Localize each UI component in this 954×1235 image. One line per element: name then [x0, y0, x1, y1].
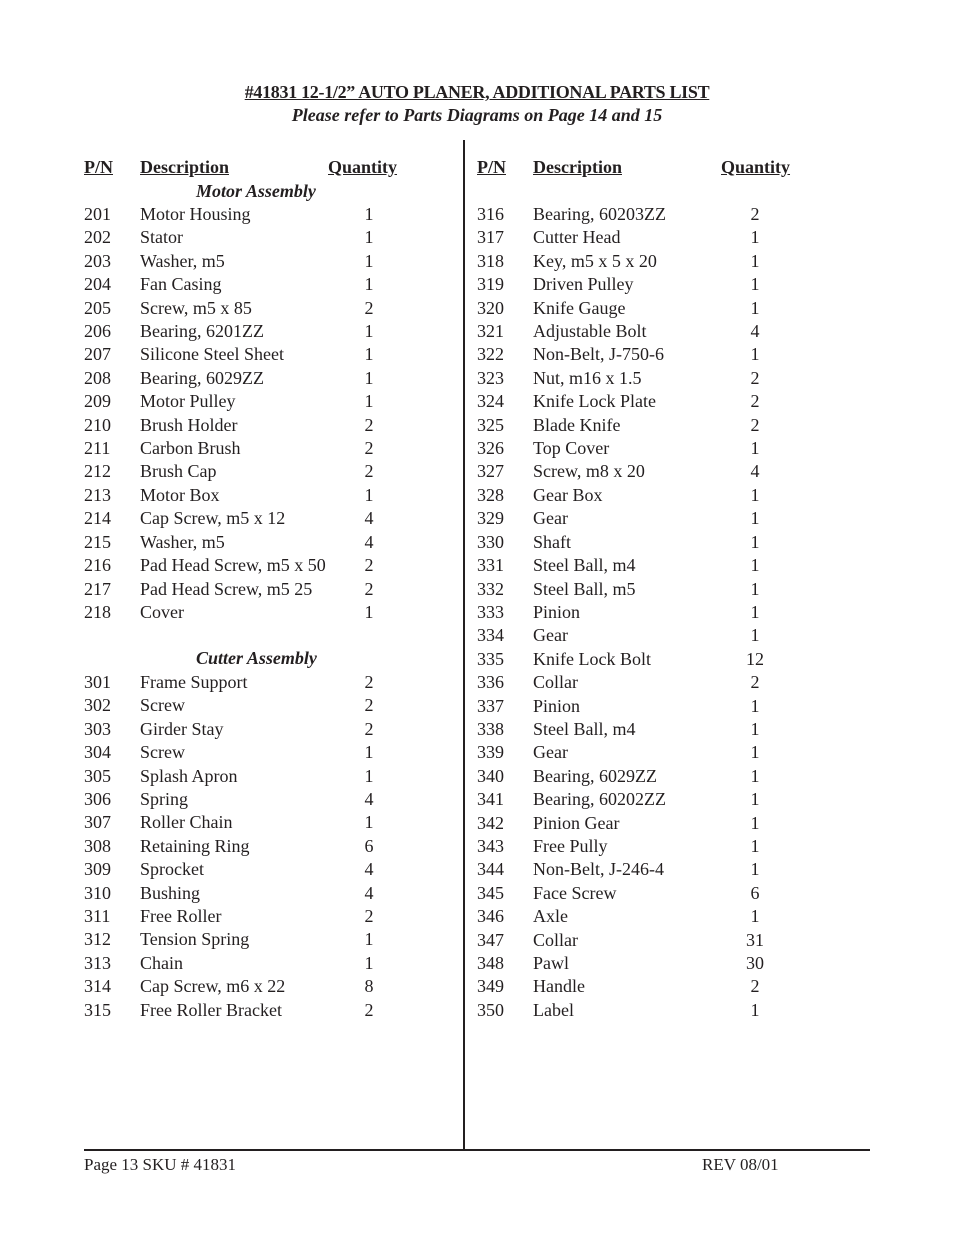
part-description: Bearing, 6201ZZ [140, 321, 264, 342]
part-quantity: 1 [364, 274, 374, 295]
part-number: 214 [84, 508, 111, 529]
part-quantity: 2 [750, 672, 760, 693]
part-description: Axle [533, 906, 568, 927]
footer-rule [84, 1149, 870, 1151]
part-description: Knife Lock Bolt [533, 648, 651, 669]
part-quantity: 1 [750, 274, 760, 295]
part-quantity: 2 [750, 367, 760, 388]
part-number: 340 [477, 765, 504, 786]
part-quantity: 1 [750, 999, 760, 1020]
part-quantity: 2 [364, 999, 374, 1020]
part-number: 348 [477, 953, 504, 973]
part-quantity: 2 [750, 976, 760, 997]
part-number: 309 [84, 859, 111, 880]
part-description: Pinion [533, 601, 581, 622]
part-quantity: 2 [750, 414, 760, 435]
part-number: 345 [477, 882, 504, 903]
part-number: 350 [477, 999, 504, 1020]
part-number: 322 [477, 344, 504, 365]
part-quantity: 4 [750, 321, 760, 342]
part-number: 304 [84, 742, 111, 763]
part-description: Face Screw [533, 882, 617, 903]
part-quantity: 1 [750, 344, 760, 365]
part-number: 210 [84, 414, 111, 435]
part-description: Pad Head Screw, m5 x 50 [140, 555, 326, 576]
part-description: Screw [140, 742, 185, 763]
part-quantity: 1 [364, 321, 374, 342]
part-number: 306 [84, 789, 111, 810]
part-number: 316 [477, 204, 504, 224]
part-number: 216 [84, 555, 111, 576]
part-number: 205 [84, 297, 111, 318]
part-quantity: 8 [364, 976, 374, 997]
part-description: Brush Holder [140, 414, 238, 435]
part-description: Screw [140, 695, 185, 716]
part-description: Driven Pulley [533, 274, 634, 295]
part-quantity: 1 [750, 555, 760, 576]
part-description: Non-Belt, J-246-4 [533, 859, 664, 880]
part-quantity: 12 [746, 648, 764, 669]
part-number: 218 [84, 601, 111, 622]
part-number: 202 [84, 227, 111, 248]
part-number: 209 [84, 391, 111, 412]
part-number: 310 [84, 882, 111, 903]
part-description: Gear [533, 508, 568, 529]
part-quantity: 1 [364, 391, 374, 412]
part-description: Bushing [140, 882, 201, 903]
part-number: 215 [84, 531, 111, 552]
left-pn-header: P/N [84, 157, 113, 177]
part-number: 335 [477, 648, 504, 669]
part-number: 343 [477, 835, 504, 856]
part-number: 349 [477, 976, 504, 997]
part-quantity: 2 [364, 438, 374, 459]
part-number: 347 [477, 929, 504, 950]
part-description: Fan Casing [140, 274, 222, 295]
part-quantity: 1 [750, 625, 760, 646]
part-number: 325 [477, 414, 504, 435]
part-description: Stator [140, 227, 183, 248]
part-number: 341 [477, 789, 504, 810]
part-quantity: 4 [364, 531, 374, 552]
part-description: Knife Lock Plate [533, 391, 656, 412]
part-quantity: 1 [364, 344, 374, 365]
part-quantity: 1 [750, 906, 760, 927]
part-number: 324 [477, 391, 504, 412]
part-description: Bearing, 6029ZZ [140, 367, 264, 388]
page-subtitle: Please refer to Parts Diagrams on Page 14 and 15 [291, 105, 663, 125]
part-description: Blade Knife [533, 414, 621, 435]
part-quantity: 1 [364, 765, 374, 786]
part-quantity: 1 [750, 508, 760, 529]
part-description: Splash Apron [140, 765, 238, 786]
part-number: 327 [477, 461, 504, 482]
part-number: 320 [477, 297, 504, 318]
part-number: 314 [84, 976, 111, 997]
part-quantity: 2 [364, 555, 374, 576]
part-description: Top Cover [533, 438, 610, 459]
part-quantity: 1 [364, 227, 374, 248]
part-quantity: 1 [364, 367, 374, 388]
part-quantity: 1 [750, 789, 760, 810]
part-description: Frame Support [140, 672, 248, 692]
part-quantity: 1 [750, 765, 760, 786]
part-number: 328 [477, 484, 504, 505]
part-quantity: 1 [750, 297, 760, 318]
part-description: Pinion Gear [533, 812, 620, 833]
part-description: Motor Box [140, 484, 220, 505]
part-quantity: 4 [750, 461, 760, 482]
part-quantity: 2 [364, 906, 374, 927]
part-description: Carbon Brush [140, 438, 241, 459]
part-number: 311 [84, 906, 111, 927]
right-description-header: Description [533, 157, 622, 177]
right-pn-header: P/N [477, 157, 506, 177]
part-description: Washer, m5 [140, 250, 225, 271]
part-number: 330 [477, 531, 504, 552]
part-quantity: 1 [750, 438, 760, 459]
part-quantity: 1 [364, 742, 374, 763]
part-number: 206 [84, 321, 111, 342]
part-number: 334 [477, 625, 504, 646]
part-description: Brush Cap [140, 461, 217, 482]
part-number: 321 [477, 321, 504, 342]
part-description: Motor Housing [140, 204, 251, 224]
part-description: Label [533, 999, 574, 1020]
part-number: 337 [477, 695, 504, 716]
part-number: 329 [477, 508, 504, 529]
part-description: Bearing, 60203ZZ [533, 204, 666, 224]
part-quantity: 1 [750, 742, 760, 763]
part-number: 332 [477, 578, 504, 599]
part-quantity: 1 [750, 227, 760, 248]
part-number: 217 [84, 578, 111, 599]
part-number: 211 [84, 438, 111, 459]
part-number: 301 [84, 672, 111, 692]
part-quantity: 1 [750, 250, 760, 271]
cutter-assembly-heading: Cutter Assembly [196, 648, 317, 668]
part-number: 339 [477, 742, 504, 763]
part-description: Knife Gauge [533, 297, 626, 318]
part-quantity: 1 [750, 578, 760, 599]
part-description: Screw, m5 x 85 [140, 297, 252, 318]
part-number: 307 [84, 812, 111, 833]
part-quantity: 1 [750, 601, 760, 622]
part-quantity: 1 [750, 835, 760, 856]
part-quantity: 2 [364, 297, 374, 318]
part-description: Silicone Steel Sheet [140, 344, 284, 365]
part-number: 303 [84, 718, 111, 739]
part-number: 203 [84, 250, 111, 271]
part-quantity: 31 [746, 929, 764, 950]
part-quantity: 2 [364, 414, 374, 435]
part-quantity: 2 [364, 695, 374, 716]
part-description: Screw, m8 x 20 [533, 461, 645, 482]
part-quantity: 1 [364, 929, 374, 950]
part-number: 323 [477, 367, 504, 388]
part-number: 326 [477, 438, 504, 459]
right-quantity-header: Quantity [721, 157, 791, 177]
part-quantity: 1 [750, 718, 760, 739]
part-number: 208 [84, 367, 111, 388]
part-number: 342 [477, 812, 504, 833]
part-description: Cap Screw, m6 x 22 [140, 976, 286, 997]
part-quantity: 2 [364, 461, 374, 482]
part-description: Steel Ball, m5 [533, 578, 636, 599]
part-description: Free Roller [140, 906, 222, 927]
part-quantity: 4 [364, 859, 374, 880]
part-quantity: 2 [364, 578, 374, 599]
part-description: Spring [140, 789, 189, 810]
part-description: Handle [533, 976, 585, 997]
part-number: 312 [84, 929, 111, 950]
part-description: Free Pully [533, 835, 608, 856]
part-description: Gear [533, 625, 568, 646]
part-description: Cutter Head [533, 227, 621, 248]
left-quantity-header: Quantity [328, 157, 398, 177]
part-number: 212 [84, 461, 111, 482]
part-quantity: 1 [364, 952, 374, 973]
part-number: 201 [84, 204, 111, 224]
part-quantity: 1 [364, 204, 374, 224]
footer-revision: REV 08/01 [702, 1155, 779, 1174]
part-number: 346 [477, 906, 504, 927]
part-description: Adjustable Bolt [533, 321, 647, 342]
part-number: 318 [477, 250, 504, 271]
motor-assembly-heading: Motor Assembly [196, 181, 316, 201]
part-quantity: 1 [364, 250, 374, 271]
part-description: Collar [533, 929, 578, 950]
part-description: Pawl [533, 953, 569, 973]
part-description: Motor Pulley [140, 391, 236, 412]
part-quantity: 1 [750, 484, 760, 505]
part-description: Gear [533, 742, 568, 763]
left-description-header: Description [140, 157, 229, 177]
part-quantity: 4 [364, 882, 374, 903]
part-description: Cap Screw, m5 x 12 [140, 508, 286, 529]
part-quantity: 2 [750, 391, 760, 412]
part-number: 204 [84, 274, 111, 295]
part-description: Steel Ball, m4 [533, 718, 636, 739]
part-number: 213 [84, 484, 111, 505]
part-description: Washer, m5 [140, 531, 225, 552]
part-number: 315 [84, 999, 111, 1020]
part-description: Cover [140, 601, 184, 622]
part-number: 305 [84, 765, 111, 786]
part-quantity: 1 [364, 484, 374, 505]
part-quantity: 30 [746, 953, 764, 973]
footer-page-sku: Page 13 SKU # 41831 [84, 1155, 237, 1174]
part-description: Key, m5 x 5 x 20 [533, 250, 657, 271]
part-description: Roller Chain [140, 812, 233, 833]
part-quantity: 1 [364, 812, 374, 833]
part-description: Tension Spring [140, 929, 250, 950]
part-description: Bearing, 60202ZZ [533, 789, 666, 810]
page-title: #41831 12-1/2” AUTO PLANER, ADDITIONAL PARTS LIST [244, 82, 710, 102]
part-number: 302 [84, 695, 111, 716]
part-description: Chain [140, 952, 183, 973]
part-number: 344 [477, 859, 504, 880]
part-quantity: 1 [750, 531, 760, 552]
part-description: Non-Belt, J-750-6 [533, 344, 664, 365]
part-description: Nut, m16 x 1.5 [533, 367, 642, 388]
part-number: 207 [84, 344, 111, 365]
part-description: Gear Box [533, 484, 603, 505]
part-quantity: 6 [364, 835, 374, 856]
part-description: Girder Stay [140, 718, 224, 739]
column-divider [463, 140, 465, 1151]
part-number: 317 [477, 227, 504, 248]
part-description: Pinion [533, 695, 581, 716]
part-number: 319 [477, 274, 504, 295]
part-description: Collar [533, 672, 578, 693]
part-description: Free Roller Bracket [140, 999, 282, 1020]
part-quantity: 1 [750, 695, 760, 716]
part-description: Sprocket [140, 859, 204, 880]
part-quantity: 6 [750, 882, 760, 903]
part-number: 336 [477, 672, 504, 693]
part-quantity: 2 [364, 718, 374, 739]
part-quantity: 1 [364, 601, 374, 622]
part-description: Bearing, 6029ZZ [533, 765, 657, 786]
part-number: 333 [477, 601, 504, 622]
part-quantity: 1 [750, 812, 760, 833]
part-description: Retaining Ring [140, 835, 250, 856]
part-description: Shaft [533, 531, 571, 552]
part-quantity: 2 [750, 204, 760, 224]
part-description: Steel Ball, m4 [533, 555, 636, 576]
part-description: Pad Head Screw, m5 25 [140, 578, 313, 599]
part-number: 338 [477, 718, 504, 739]
part-number: 313 [84, 952, 111, 973]
part-quantity: 1 [750, 859, 760, 880]
part-quantity: 4 [364, 508, 374, 529]
part-number: 331 [477, 555, 504, 576]
part-quantity: 4 [364, 789, 374, 810]
part-quantity: 2 [364, 672, 374, 692]
part-number: 308 [84, 835, 111, 856]
